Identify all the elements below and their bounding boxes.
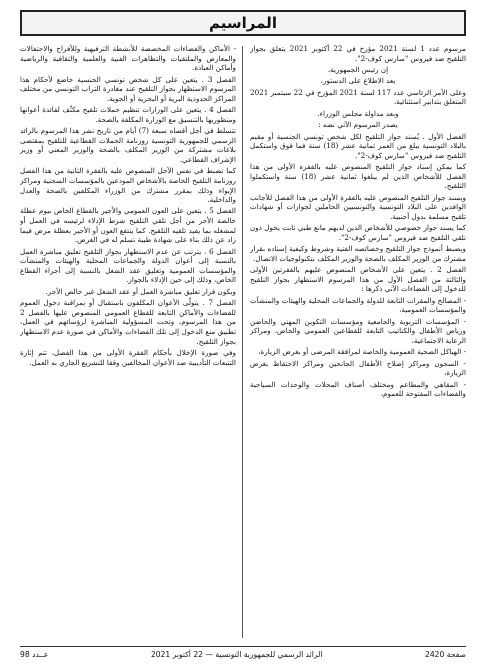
- footer-journal-title: الرائد الرسمي للجمهورية التونسية — 22 أكتوبر 2021: [150, 649, 323, 659]
- paragraph: الفصل 4 . يتعين على الوزارات تنظيم حملات تلقيح مكثّف لفائدة أعوانها ومنظوريها بالتنسيق مع الوزارة المكلفة بالصحة.: [20, 105, 236, 124]
- two-column-body: [20, 44, 466, 640]
- paragraph: الفصل 7 . يتولّى الأعوان المكلفون باستقبال أو بمراقبة دخول العموم للفضاءات والأماكن التابعة للقطاع العمومي المنصوص عليها بالفصل 2 من هذا المرسوم، وتحت المسؤولية المباشرة لرؤسائهم في العمل، تطبيق منع الدخول إلى تلك الفضاءات والأماكن في صورة عدم الاستظهار بجواز التلقيح.: [20, 298, 236, 346]
- paragraph: إن رئيس الجمهورية،: [327, 64, 389, 74]
- paragraph: وبعد مداولة مجلس الوزراء.: [317, 108, 399, 118]
- section-header: [20, 10, 466, 36]
- paragraph: وعلى الأمر الرئاسي عدد 117 لسنة 2021 المؤرخ في 22 سبتمبر 2021 المتعلق بتدابير استثنائية،: [250, 87, 466, 107]
- paragraph: - الأماكن والفضاءات المخصصة للأنشطة الترفيهية وللأفراح والاحتفالات والمعارض والملتقيات والتظاهرات الفنية والعلمية والثقافية والرياضية وأماكن العبادة.: [20, 44, 236, 73]
- paragraph: بعد الاطلاع على الدستور،: [320, 76, 396, 86]
- paragraph: ويضبط أنموذج جواز التلقيح وخصائصه الفنية وشروط وكيفية إسناده بقرار مشترك من الوزير المكلف بالصحة والوزير المكلف بتكنولوجيات الاتصال.: [250, 244, 466, 263]
- paragraph: الفصل الأول . يُسند جواز التلقيح لكل شخص تونسي الجنسية أو مقيم بالبلاد التونسية يبلغ من العمر ثمانية عشر (18) سنة فما فوق واستكمل التلقيح ضد فيروس "سارس كوف-2".: [250, 131, 466, 160]
- paragraph: - المصالح والمقرات التابعة للدولة والجماعات المحلية والهيئات والمنشآت والمؤسسات العمومية،: [250, 295, 466, 315]
- paragraph: - المقاهي والمطاعم ومختلف أصناف المحلات والوحدات السياحية والفضاءات المفتوحة للعموم،: [250, 379, 466, 399]
- paragraph: - السجون ومراكز إصلاح الأطفال الجانحين ومراكز الاحتفاظ بغرض الزيارة،: [250, 358, 466, 378]
- paragraph: - المؤسسات التربوية والجامعية ومؤسسات التكوين المهني والحاضن ورياض الأطفال والكتاتيب التابعة للقطاعين العمومي والخاص، ومراكز الرعاية الاجتماعية،: [250, 316, 466, 345]
- paragraph: كما يمكن إسناد جواز التلقيح المنصوص عليه بالفقرة الأولى من هذا الفصل للأشخاص الذين لم يبلغوا ثمانية عشر (18) سنة واستكملوا التلقيح.: [250, 162, 466, 191]
- page-footer: [20, 646, 466, 661]
- paragraph: الفصل 2 . يتعين على الأشخاص المنصوص عليهم بالفقرتين الأولى والثالثة من الفصل الأول من هذا المرسوم الاستظهار بجواز التلقيح للدخول إلى الفضاءات الآتي ذكرها :: [250, 265, 466, 294]
- paragraph: تتسلط في أجل أقصاه سبعة (7) أيام من تاريخ نشر هذا المرسوم بالرائد الرسمي للجمهورية التونسية روزنامة الحملات القطاعية للتلقيح بمقتضى بلاغات مشتركة من الوزير المكلف بالصحة والوزير المعني أو وزير الإشراف القطاعي.: [20, 126, 236, 164]
- paragraph: الفصل 6 . يترتب عن عدم الاستظهار بجواز التلقيح تعليق مباشرة العمل بالنسبة إلى أعوان الدولة والجماعات المحلية والهيئات والمنشآت والمؤسسات العمومية وتعليق عقد الشغل بالنسبة إلى أجراء القطاع الخاص، وذلك إلى حين الإدلاء بالجواز.: [20, 246, 236, 285]
- paragraph: - الهياكل الصحية العمومية والخاصة لمرافقة المرضى أو بغرض الزيارة،: [258, 347, 466, 357]
- paragraph: الفصل 5 . يتعين على العون العمومي والأجير بالقطاع الخاص بيوم عطلة خالصة الأجر من أجل تلقي التلقيح شرط الإدلاء لرئيسه في العمل أو لمشغله بما يفيد تلقيه التلقيح. كما ينتفع العون أو الأجير بعطلة مرض فيما زاد عن ذلك بناء على شهادة طبية تسلم له في الغرض.: [20, 206, 236, 245]
- right-column: [250, 44, 466, 640]
- paragraph: ويسند جواز التلقيح المنصوص عليه بالفقرة الأولى من هذا الفصل للأجانب الوافدين على البلاد التونسية والتونسيين الحاملين لجوازات أو شهادات تلقيح مسلمة بدول أجنبية.: [250, 192, 466, 221]
- footer-issue-number: عــدد 98: [20, 649, 49, 659]
- paragraph: كما يسند جواز خصوصي للأشخاص الذين لديهم مانع طبي ثابت يحول دون تلقي التلقيح ضد فيروس "سارس كوف-2".: [250, 223, 466, 242]
- column-divider: [242, 46, 243, 638]
- footer-page-number: صفحة 2420: [424, 649, 466, 659]
- left-column: [20, 44, 236, 640]
- section-title: المراسيم: [209, 14, 277, 32]
- paragraph: يصدر المرسوم الآتي نصه :: [318, 120, 398, 130]
- paragraph: ويكون قرار تعليق مباشرة العمل أو عقد الشغل غير خالص الأجر.: [45, 286, 236, 296]
- paragraph: مرسوم عدد 1 لسنة 2021 مؤرخ في 22 أكتوبر 2021 يتعلق بجواز التلقيح ضد فيروس "سارس كوف-2".: [250, 44, 466, 63]
- paragraph: الفصل 3 . يتعين على كل شخص تونسي الجنسية خاضع لأحكام هذا المرسوم الاستظهار بجواز التلقيح عند مغادرة التراب التونسي من مختلف المراكز الحدودية البرية أو البحرية أو الجوية.: [20, 74, 236, 103]
- paragraph: كما تضبط في نفس الأجل المنصوص عليه بالفقرة الثانية من هذا الفصل روزنامة التلقيح الخاصة بالأشخاص المودعين بالمؤسسات السجنية ومراكز الإيواء وذلك بمقرر مشترك من الوزراء المكلفين بالصحة والعدل والداخلية.: [20, 166, 236, 205]
- paragraph: وفي صورة الإخلال بأحكام الفقرة الأولى من هذا الفصل، تتم إثارة التتبعات التأديبية ضد الأعوان المخالفين وفقا للتشريع الجاري به العمل.: [20, 347, 236, 367]
